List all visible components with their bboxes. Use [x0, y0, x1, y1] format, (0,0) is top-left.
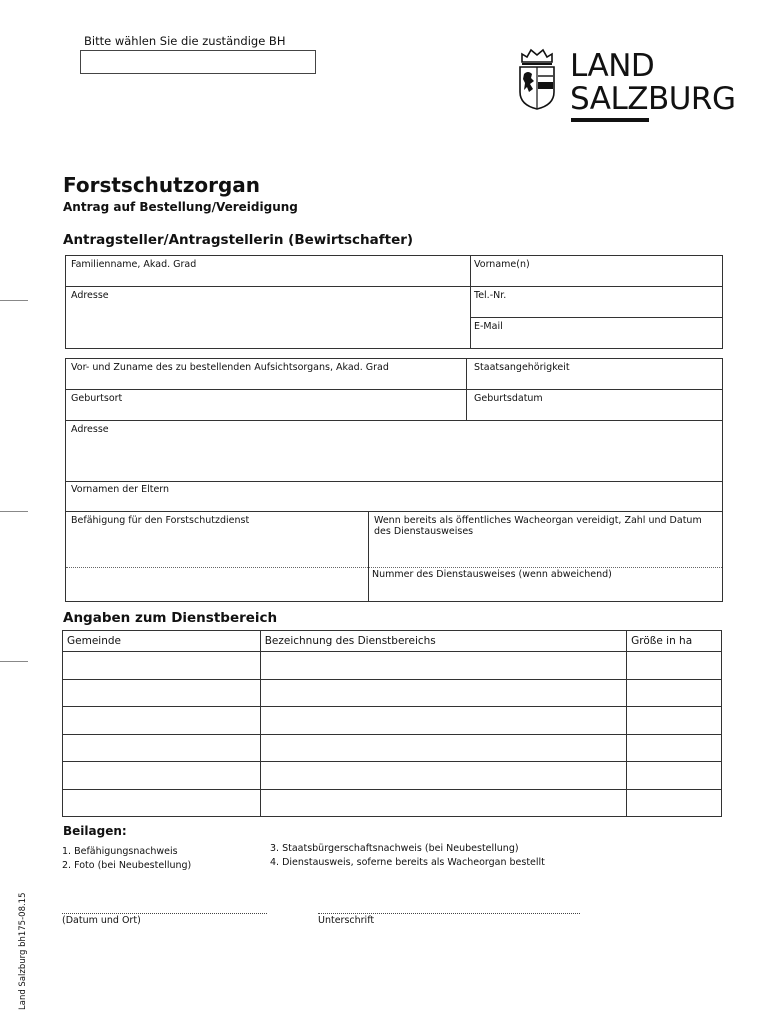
- bezeichnung-cell[interactable]: [260, 679, 626, 707]
- groesse-cell[interactable]: [627, 679, 722, 707]
- date-place-line[interactable]: [62, 913, 267, 914]
- logo-wordmark: [570, 50, 736, 116]
- bezeichnung-cell[interactable]: [260, 707, 626, 735]
- table-row: [63, 762, 722, 790]
- column-header-groesse: Größe in ha: [627, 631, 722, 652]
- beilagen-heading: Beilagen:: [63, 824, 127, 838]
- befaehigung-field[interactable]: Befähigung für den Forstschutzdienst: [71, 515, 250, 526]
- table-row: [63, 734, 722, 762]
- page-title: Forstschutzorgan: [63, 173, 261, 197]
- gemeinde-cell[interactable]: [63, 679, 261, 707]
- fold-mark: [0, 661, 28, 662]
- organ-box: [65, 358, 723, 602]
- table-row: [63, 652, 722, 680]
- staatsangehoerigkeit-field[interactable]: Staatsangehörigkeit: [474, 362, 570, 373]
- fold-mark: [0, 300, 28, 301]
- gemeinde-cell[interactable]: [63, 789, 261, 817]
- organ-address-field[interactable]: Adresse: [71, 424, 109, 435]
- column-header-bezeichnung: Bezeichnung des Dienstbereichs: [260, 631, 626, 652]
- geburtsdatum-field[interactable]: Geburtsdatum: [474, 393, 543, 404]
- applicant-box: [65, 255, 723, 349]
- bezeichnung-cell[interactable]: [260, 789, 626, 817]
- tel-field[interactable]: Tel.-Nr.: [474, 290, 507, 301]
- groesse-cell[interactable]: [627, 734, 722, 762]
- signature-label: Unterschrift: [318, 915, 375, 926]
- email-field[interactable]: E-Mail: [474, 321, 503, 332]
- groesse-cell[interactable]: [627, 762, 722, 790]
- bh-select-field[interactable]: [80, 50, 316, 74]
- signature-line[interactable]: [318, 913, 580, 914]
- table-row: [63, 679, 722, 707]
- vereidigt-field[interactable]: Wenn bereits als öffentliches Wacheorgan vereidigt, Zahl und Datum des Dienstausweises: [374, 515, 702, 537]
- table-row: [63, 707, 722, 735]
- table-row: [63, 789, 722, 817]
- fold-mark: [0, 511, 28, 512]
- dienstausweis-nummer-field[interactable]: Nummer des Dienstausweises (wenn abweichend): [372, 569, 612, 580]
- logo-bar: [571, 118, 649, 122]
- page-subtitle: Antrag auf Bestellung/Vereidigung: [63, 200, 298, 214]
- bh-select-label: Bitte wählen Sie die zuständige BH: [84, 34, 286, 48]
- dienstbereich-heading: Angaben zum Dienstbereich: [63, 610, 278, 626]
- bezeichnung-cell[interactable]: [260, 734, 626, 762]
- beilage-item: 1. Befähigungsnachweis: [62, 846, 178, 857]
- column-header-gemeinde: Gemeinde: [63, 631, 261, 652]
- beilage-item: 3. Staatsbürgerschaftsnachweis (bei Neubestellung): [270, 843, 519, 854]
- gemeinde-cell[interactable]: [63, 734, 261, 762]
- groesse-cell[interactable]: [627, 652, 722, 680]
- beilage-item: 2. Foto (bei Neubestellung): [62, 860, 192, 871]
- gemeinde-cell[interactable]: [63, 652, 261, 680]
- table-header-row: [63, 631, 722, 652]
- dienstbereich-table: [62, 630, 722, 817]
- beilagen-list-right: [270, 842, 545, 870]
- groesse-cell[interactable]: [627, 789, 722, 817]
- organ-name-field[interactable]: Vor- und Zuname des zu bestellenden Aufsichtsorgans, Akad. Grad: [71, 362, 389, 373]
- bezeichnung-cell[interactable]: [260, 762, 626, 790]
- logo-line-2: SALZBURG: [570, 81, 736, 117]
- eltern-field[interactable]: Vornamen der Eltern: [71, 484, 170, 495]
- beilage-item: 4. Dienstausweis, soferne bereits als Wacheorgan bestellt: [270, 857, 545, 868]
- gemeinde-cell[interactable]: [63, 707, 261, 735]
- vorname-field[interactable]: Vorname(n): [474, 259, 530, 270]
- applicant-address-field[interactable]: Adresse: [71, 290, 109, 301]
- gemeinde-cell[interactable]: [63, 762, 261, 790]
- date-place-label: (Datum und Ort): [62, 915, 141, 926]
- geburtsort-field[interactable]: Geburtsort: [71, 393, 123, 404]
- form-code: Land Salzburg bh175-08.15: [18, 892, 28, 1010]
- familienname-field[interactable]: Familienname, Akad. Grad: [71, 259, 197, 270]
- applicant-heading: Antragsteller/Antragstellerin (Bewirtschafter): [63, 232, 414, 248]
- salzburg-crest-icon: [516, 48, 558, 110]
- bezeichnung-cell[interactable]: [260, 652, 626, 680]
- groesse-cell[interactable]: [627, 707, 722, 735]
- logo-line-1: LAND: [570, 48, 655, 84]
- beilagen-list-left: [62, 845, 191, 873]
